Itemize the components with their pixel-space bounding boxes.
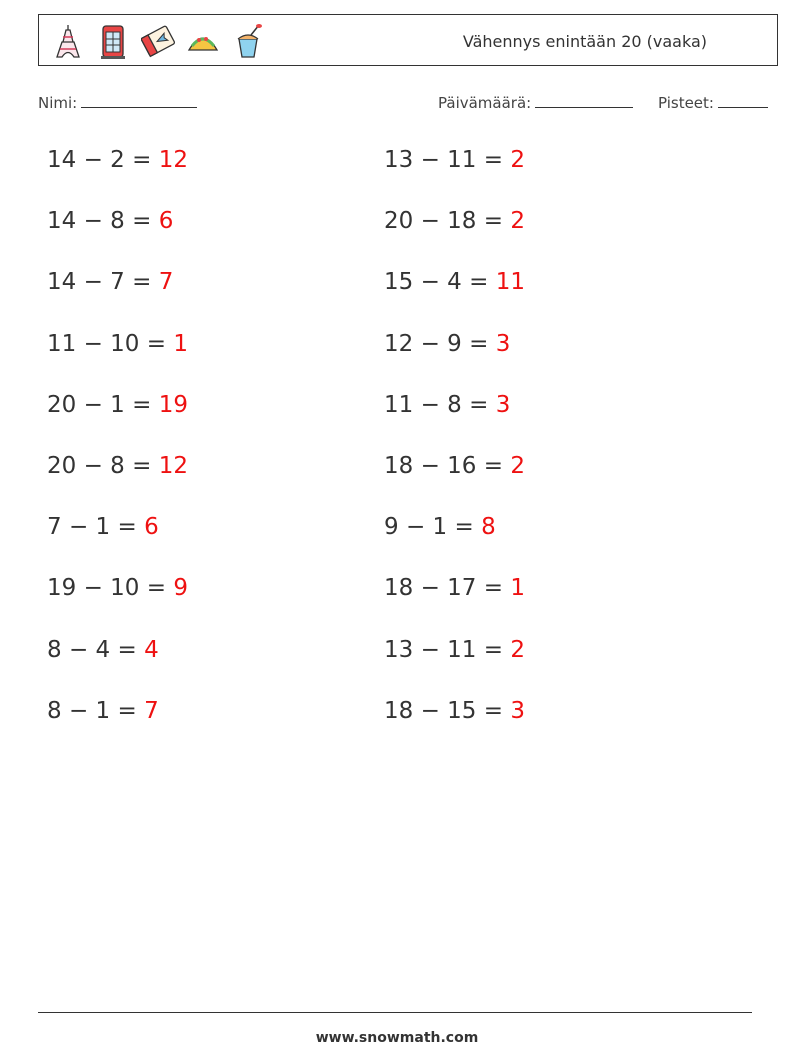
- problem-question: 14 − 8 =: [47, 208, 159, 234]
- problem-question: 9 − 1 =: [384, 514, 482, 540]
- problem-right-6: [384, 453, 525, 479]
- date-label: Päivämäärä:: [438, 94, 532, 112]
- problem-question: 13 − 11 =: [384, 637, 511, 663]
- problem-right-3: [384, 269, 525, 295]
- problem-answer: 12: [158, 453, 188, 479]
- problem-right-10: [384, 698, 525, 724]
- problem-question: 7 − 1 =: [47, 514, 145, 540]
- problem-answer: 7: [144, 698, 159, 724]
- header-icons: [51, 20, 265, 62]
- problem-answer: 6: [158, 208, 174, 234]
- problem-left-8: [47, 575, 188, 601]
- problem-answer: 2: [510, 147, 525, 173]
- problem-question: 14 − 2 =: [47, 147, 159, 173]
- problem-answer: 19: [158, 392, 188, 418]
- problem-right-2: [384, 208, 525, 234]
- problem-question: 11 − 10 =: [47, 331, 174, 357]
- problem-left-9: [47, 637, 159, 663]
- problem-left-10: [47, 698, 159, 724]
- footer-site: www.snowmath.com: [315, 1030, 479, 1046]
- problem-answer: 7: [158, 269, 174, 295]
- problem-answer: 2: [510, 453, 525, 479]
- problem-answer: 9: [173, 575, 188, 601]
- date-blank-line[interactable]: [535, 93, 633, 108]
- problem-answer: 3: [495, 331, 511, 357]
- phone-booth-icon: [96, 22, 130, 60]
- problem-left-7: [47, 514, 159, 540]
- problem-answer: 12: [158, 147, 188, 173]
- score-label: Pisteet:: [658, 94, 714, 112]
- problem-answer: 11: [495, 269, 525, 295]
- worksheet-header: [38, 14, 778, 66]
- problem-question: 14 − 7 =: [47, 269, 159, 295]
- problem-question: 20 − 18 =: [384, 208, 511, 234]
- problem-answer: 2: [510, 208, 525, 234]
- taco-icon: [186, 22, 220, 60]
- eiffel-tower-icon: [51, 22, 85, 60]
- problem-left-6: [47, 453, 188, 479]
- problem-question: 12 − 9 =: [384, 331, 496, 357]
- problem-answer: 3: [510, 698, 525, 724]
- name-label: Nimi:: [38, 94, 78, 112]
- problem-answer: 2: [510, 637, 525, 663]
- problem-left-3: [47, 269, 173, 295]
- problem-question: 8 − 4 =: [47, 637, 145, 663]
- problem-left-2: [47, 208, 173, 234]
- problem-right-8: [384, 575, 525, 601]
- problem-answer: 6: [144, 514, 159, 540]
- score-field[interactable]: [658, 93, 768, 112]
- name-blank-line[interactable]: [81, 93, 197, 108]
- problem-question: 18 − 16 =: [384, 453, 511, 479]
- problem-question: 19 − 10 =: [47, 575, 174, 601]
- date-field[interactable]: [438, 93, 633, 112]
- problem-answer: 1: [173, 331, 188, 357]
- sand-bucket-icon: [231, 22, 265, 60]
- problem-answer: 1: [510, 575, 525, 601]
- problem-question: 13 − 11 =: [384, 147, 511, 173]
- problem-left-4: [47, 331, 188, 357]
- problem-right-9: [384, 637, 525, 663]
- problem-question: 11 − 8 =: [384, 392, 496, 418]
- problem-question: 20 − 1 =: [47, 392, 159, 418]
- problem-question: 18 − 15 =: [384, 698, 511, 724]
- problem-right-5: [384, 392, 510, 418]
- name-field[interactable]: [38, 93, 197, 112]
- problem-question: 20 − 8 =: [47, 453, 159, 479]
- problem-answer: 8: [481, 514, 496, 540]
- problem-left-5: [47, 392, 188, 418]
- problem-question: 18 − 17 =: [384, 575, 511, 601]
- problem-question: 8 − 1 =: [47, 698, 145, 724]
- problem-left-1: [47, 147, 188, 173]
- problem-right-7: [384, 514, 496, 540]
- score-blank-line[interactable]: [718, 93, 768, 108]
- problem-answer: 3: [495, 392, 511, 418]
- problem-question: 15 − 4 =: [384, 269, 496, 295]
- travel-ticket-icon: [141, 22, 175, 60]
- problem-right-1: [384, 147, 525, 173]
- problem-right-4: [384, 331, 510, 357]
- problem-answer: 4: [144, 637, 159, 663]
- footer-divider: [38, 1012, 752, 1013]
- worksheet-title: Vähennys enintään 20 (vaaka): [462, 32, 707, 51]
